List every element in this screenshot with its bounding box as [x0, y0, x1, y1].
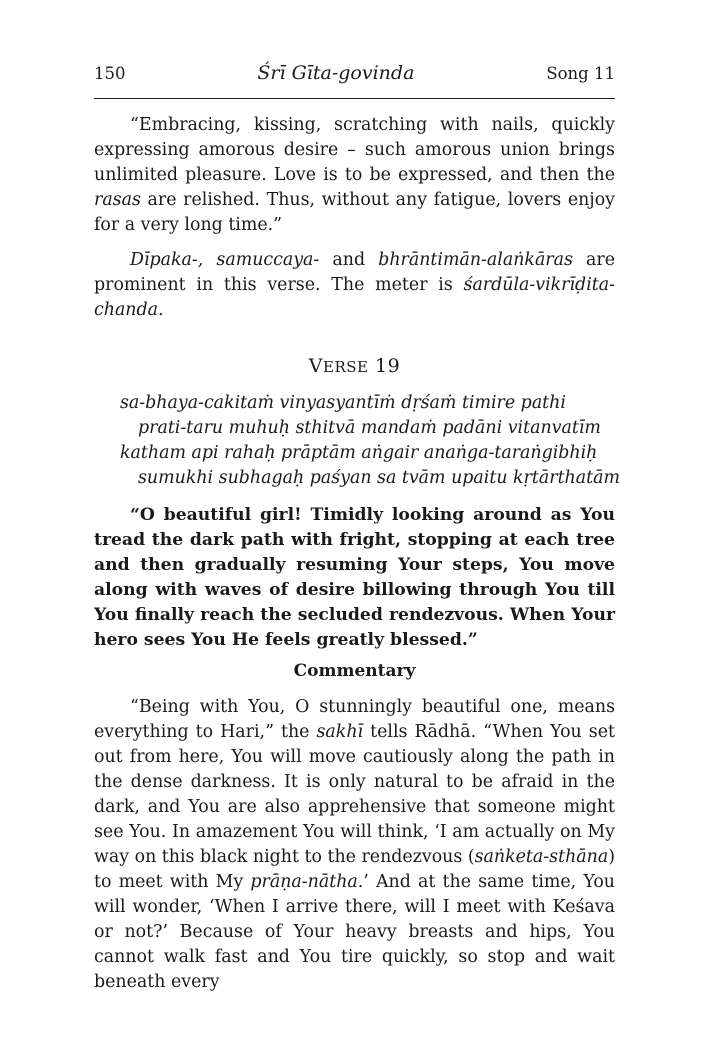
page-number: 150 [94, 64, 126, 83]
sakhi-term: sakhī [316, 722, 364, 742]
verse-line: sumukhi subhagaḥ paśyan sa tvām upaitu kṛtārthatām [138, 468, 620, 488]
verse-heading-rest: ERSE [323, 358, 369, 376]
sanketa-term: saṅketa-sthāna [474, 847, 609, 867]
sanskrit-verse [94, 391, 620, 491]
verse-line: sa-bhaya-cakitaṁ vinyasyantīṁ dṛśaṁ timire pathi [120, 393, 566, 413]
rasas-term: rasas [94, 190, 141, 210]
prana-term: prāṇa-nātha [250, 872, 358, 892]
quote-text-2: are relished. Thus, without any fatigue, lovers enjoy for a very long time.” [94, 190, 615, 235]
commentary-text-4: .’ And at the same time, You will wonder, ‘When I arrive there, will I meet with Keśava or not?’ Because of Your heavy breasts and hips, You cannot walk fast and You tire quickly, so stop and wait beneath every [94, 872, 615, 992]
translation-text: O beautiful girl! Timidly looking around as You tread the dark path with fright, stopping at each tree and then gradually resuming Your steps, You move along with waves of desire billowing through You till You finally reach the secluded rendezvous. When Your hero sees You He feels greatly blessed. [94, 505, 615, 650]
figures-paragraph [94, 248, 615, 323]
meter-name: śardūla-vikrīḍita-chanda. [94, 275, 615, 320]
close-quote: ” [467, 630, 478, 650]
quote-paragraph [94, 113, 615, 238]
verse-line: prati-taru muhuḥ sthitvā mandaṁ padāni vitanvatīm [138, 418, 601, 438]
commentary-heading: Commentary [293, 661, 416, 681]
commentary-text-3: ) to meet with My [94, 847, 616, 892]
commentary-paragraph [94, 695, 615, 995]
figure-term-1: Dīpaka-, samuccaya- [130, 250, 320, 270]
verse-heading [94, 355, 615, 377]
figure-text: are prominent in this verse. The meter is [94, 250, 615, 295]
commentary-text-2: tells Rādhā. “When You set out from here, You will move cautiously along the path in the dense darkness. It is only natural to be afraid in the dark, and You are also apprehensive that someone might see You. In amazement You will think, ‘I am actually on My way on this black night to the rendezvous ( [94, 722, 615, 867]
running-header [94, 62, 615, 99]
open-quote: “ [130, 505, 140, 525]
verse-heading-initial: V [308, 355, 323, 377]
book-page [94, 62, 620, 995]
commentary-text-1: “Being with You, O stunningly beautiful one, means everything to Hari,” the [94, 697, 615, 742]
song-label: Song 11 [546, 64, 615, 83]
quote-text-1: “Embracing, kissing, scratching with nails, quickly expressing amorous desire – such amorous union brings unlimited pleasure. Love is to be expressed, and then the [94, 115, 615, 185]
verse-number: 19 [375, 355, 401, 377]
figure-and: and [319, 250, 379, 270]
verse-translation [94, 503, 615, 653]
figure-term-2: bhrāntimān-alaṅkāras [378, 250, 573, 270]
verse-line: katham api rahaḥ prāptām aṅgair anaṅga-taraṅgibhiḥ [120, 443, 598, 463]
book-title: Śrī Gīta-govinda [257, 62, 415, 84]
